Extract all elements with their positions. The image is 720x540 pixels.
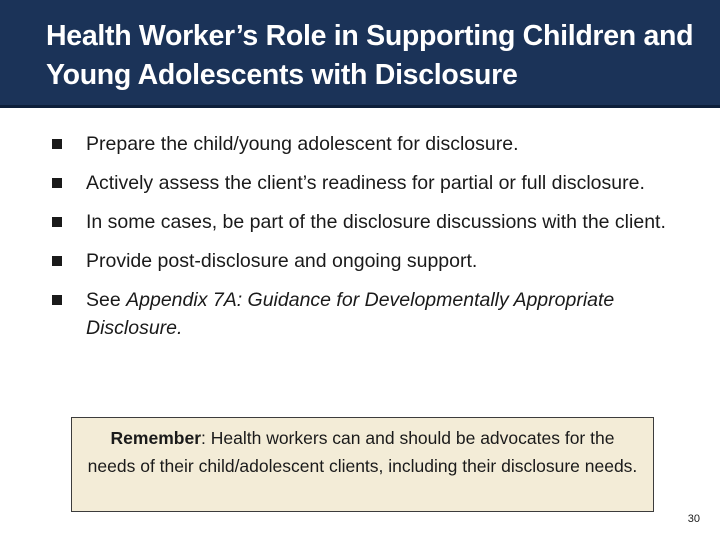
callout-text: : Health workers can and should be advocates for the needs of their child/adolescent clients, including their disclosure needs. bbox=[87, 428, 638, 476]
bullet-text: Actively assess the client’s readiness for partial or full disclosure. bbox=[86, 172, 645, 194]
square-bullet-icon bbox=[52, 178, 62, 188]
bullet-item bbox=[52, 169, 692, 197]
square-bullet-icon bbox=[52, 217, 62, 227]
square-bullet-icon bbox=[52, 139, 62, 149]
bullet-list bbox=[52, 130, 692, 342]
bullet-text: Provide post-disclosure and ongoing support. bbox=[86, 250, 478, 272]
bullet-text: Prepare the child/young adolescent for disclosure. bbox=[86, 133, 519, 155]
remember-callout-box bbox=[71, 417, 654, 512]
page-number: 30 bbox=[687, 513, 700, 525]
bullet-text: In some cases, be part of the disclosure discussions with the client. bbox=[86, 211, 666, 233]
bullet-item bbox=[52, 286, 692, 342]
bullet-item bbox=[52, 208, 692, 236]
callout-label: Remember bbox=[110, 428, 202, 448]
square-bullet-icon bbox=[52, 256, 62, 266]
bullet-item bbox=[52, 247, 692, 275]
bullet-item bbox=[52, 130, 692, 158]
title-bar bbox=[0, 0, 720, 108]
appendix-reference: Appendix 7A: Guidance for Developmentally Appropriate Disclosure. bbox=[86, 289, 615, 339]
bullet-text-prefix: See bbox=[86, 289, 127, 311]
slide-title: Health Worker’s Role in Supporting Children and Young Adolescents with Disclosure bbox=[46, 20, 694, 91]
square-bullet-icon bbox=[52, 295, 62, 305]
